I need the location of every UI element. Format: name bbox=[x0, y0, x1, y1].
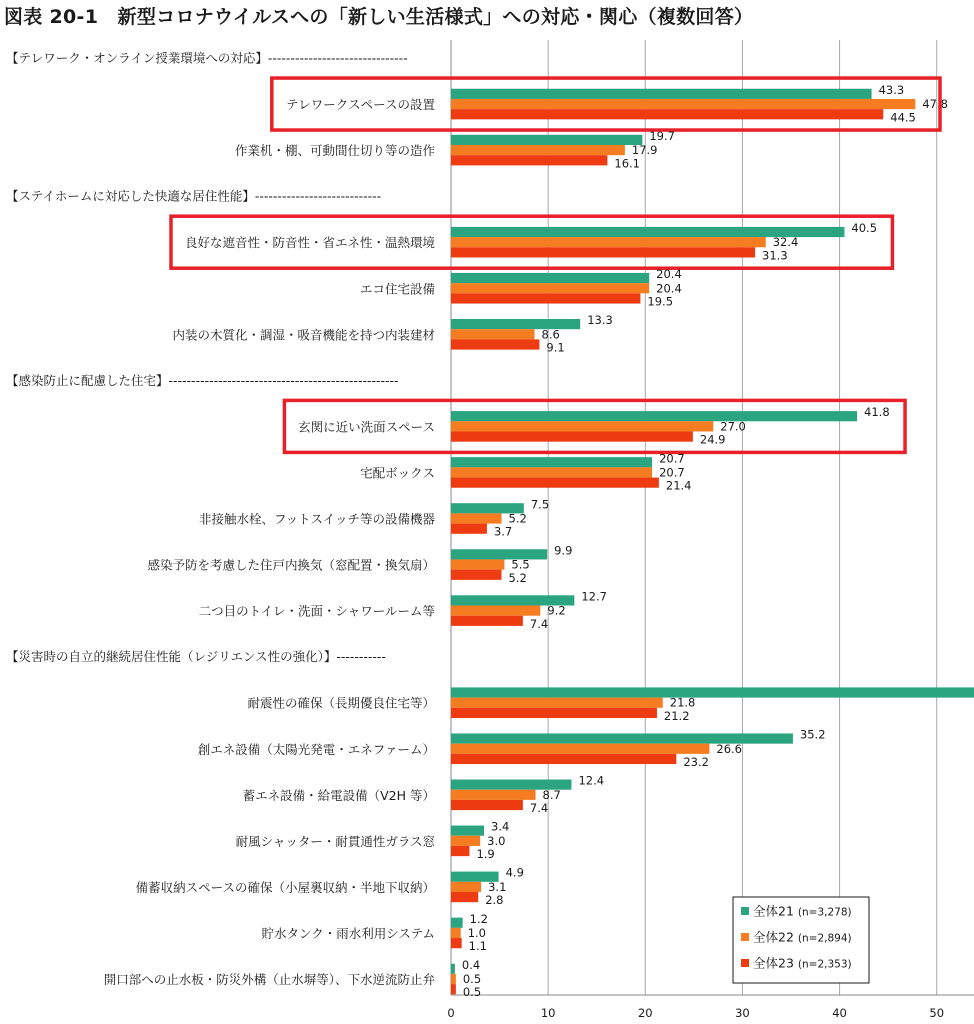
section-label: 【ステイホームに対応した快適な居住性能】---------------------------- bbox=[6, 188, 382, 204]
bar bbox=[451, 293, 640, 303]
bar bbox=[451, 145, 625, 155]
x-tick-label: 10 bbox=[540, 1006, 556, 1020]
x-tick-label: 0 bbox=[447, 1006, 455, 1020]
bar bbox=[451, 478, 659, 488]
data-label: 17.9 bbox=[631, 143, 658, 158]
bar bbox=[451, 467, 652, 477]
bar bbox=[451, 155, 607, 165]
data-label: 12.7 bbox=[581, 589, 607, 604]
category-label: 備蓄収納スペースの確保（小屋裏収納・半地下収納） bbox=[135, 879, 435, 895]
data-label: 1.1 bbox=[468, 939, 487, 954]
data-label: 21.4 bbox=[665, 478, 692, 493]
category-label: 非接触水栓、フットスイッチ等の設備機器 bbox=[198, 511, 435, 527]
legend-entry: 全体21 (n=3,278) bbox=[753, 903, 852, 919]
bar bbox=[451, 339, 539, 349]
bar bbox=[451, 513, 502, 523]
data-label: 4.9 bbox=[505, 865, 524, 880]
data-label: 1.0 bbox=[467, 925, 487, 940]
data-label: 20.7 bbox=[659, 451, 685, 466]
legend-entry: 全体22 (n=2,894) bbox=[753, 929, 852, 945]
bar bbox=[451, 273, 649, 283]
data-label: 1.2 bbox=[469, 911, 488, 926]
data-label: 43.3 bbox=[878, 82, 905, 97]
data-label: 40.5 bbox=[851, 221, 878, 235]
data-label: 35.2 bbox=[799, 727, 826, 742]
bar bbox=[451, 570, 502, 580]
x-tick-label: 30 bbox=[735, 1006, 750, 1020]
bar bbox=[451, 109, 883, 119]
data-label: 2.8 bbox=[485, 893, 504, 908]
data-label: 9.2 bbox=[547, 603, 566, 618]
data-label: 3.7 bbox=[493, 524, 513, 539]
data-label: 3.4 bbox=[491, 819, 510, 834]
section-label: 【テレワーク・オンライン授業環境への対応】------------------------------- bbox=[6, 50, 408, 66]
data-label: 8.6 bbox=[541, 327, 560, 342]
bar bbox=[451, 928, 461, 938]
category-label: テレワークスペースの設置 bbox=[285, 97, 435, 113]
bar bbox=[451, 826, 484, 836]
category-label: 創エネ設備（太陽光発電・エネファーム） bbox=[197, 741, 435, 757]
data-label: 7.4 bbox=[529, 801, 549, 815]
data-label: 20.4 bbox=[656, 281, 682, 296]
bar bbox=[451, 457, 652, 467]
bar bbox=[451, 421, 713, 431]
bar bbox=[451, 918, 463, 928]
bar bbox=[451, 411, 857, 421]
bar bbox=[451, 247, 755, 257]
chart-title: 図表 20-1 新型コロナウイルスへの「新しい生活様式」への対応・関心（複数回答） bbox=[4, 6, 754, 28]
bar bbox=[451, 89, 872, 99]
legend-entry: 全体23 (n=2,353) bbox=[753, 955, 852, 971]
x-tick-label: 50 bbox=[929, 1006, 945, 1020]
data-label: 0.5 bbox=[462, 985, 482, 1000]
data-label: 0.4 bbox=[461, 957, 481, 972]
data-label: 21.8 bbox=[669, 695, 696, 710]
data-label: 31.3 bbox=[762, 248, 788, 263]
data-label: 3.0 bbox=[487, 833, 506, 848]
bar bbox=[451, 708, 657, 718]
data-label: 20.4 bbox=[656, 267, 682, 282]
data-label: 5.2 bbox=[508, 511, 527, 526]
bar bbox=[451, 846, 469, 856]
data-label: 21.2 bbox=[663, 708, 690, 723]
category-label: 耐風シャッター・耐貫通性ガラス窓 bbox=[235, 833, 435, 849]
bar bbox=[451, 135, 642, 145]
category-label: 貯水タンク・雨水利用システム bbox=[261, 925, 435, 941]
data-label: 23.2 bbox=[683, 754, 709, 769]
bar bbox=[451, 319, 580, 329]
bar bbox=[451, 964, 455, 974]
bar bbox=[451, 329, 535, 339]
data-label: 32.4 bbox=[772, 235, 799, 250]
data-label: 7.5 bbox=[530, 497, 550, 512]
data-label: 26.6 bbox=[716, 741, 743, 756]
category-label: 良好な遮音性・防音性・省エネ性・温熱環境 bbox=[184, 235, 435, 251]
data-label: 0.5 bbox=[462, 972, 482, 986]
bar bbox=[451, 938, 462, 948]
bar bbox=[451, 687, 974, 697]
data-label: 1.9 bbox=[476, 847, 495, 862]
data-label: 41.8 bbox=[864, 405, 890, 420]
data-label: 5.2 bbox=[508, 570, 527, 585]
data-label: 20.7 bbox=[659, 465, 685, 480]
data-label: 24.9 bbox=[699, 432, 726, 447]
data-label: 44.5 bbox=[890, 110, 916, 125]
legend-swatch bbox=[741, 933, 749, 941]
category-label: 耐震性の確保（長期優良住宅等） bbox=[247, 695, 435, 711]
bar bbox=[451, 283, 649, 293]
category-label: 作業机・棚、可動間仕切り等の造作 bbox=[234, 143, 435, 159]
legend-swatch bbox=[741, 907, 749, 915]
bar bbox=[451, 549, 547, 559]
data-label: 19.5 bbox=[647, 294, 674, 309]
bar bbox=[451, 800, 523, 810]
category-label: 開口部への止水板・防災外構（止水塀等）、下水逆流防止弁 bbox=[103, 972, 435, 987]
data-label: 47.8 bbox=[922, 97, 948, 112]
category-label: エコ住宅設備 bbox=[359, 281, 435, 297]
category-label: 蓄エネ設備・給電設備（V2H 等） bbox=[242, 787, 435, 803]
data-label: 7.4 bbox=[529, 616, 549, 631]
bar bbox=[451, 432, 693, 442]
bar bbox=[451, 790, 536, 800]
bar bbox=[451, 559, 504, 569]
category-label: 宅配ボックス bbox=[360, 465, 435, 481]
section-label: 【災害時の自立的継続居住性能（レジリエンス性の強化）】----------- bbox=[6, 649, 386, 665]
data-label: 27.0 bbox=[720, 419, 746, 434]
data-label: 3.1 bbox=[488, 879, 507, 894]
category-label: 内装の木質化・調湿・吸音機能を持つ内装建材 bbox=[172, 327, 435, 343]
x-tick-label: 40 bbox=[832, 1006, 847, 1020]
legend-swatch bbox=[741, 959, 749, 967]
bar bbox=[451, 99, 915, 109]
bar bbox=[451, 698, 663, 708]
bar bbox=[451, 882, 481, 892]
bar bbox=[451, 237, 766, 247]
bar bbox=[451, 974, 456, 984]
category-label: 二つ目のトイレ・洗面・シャワールーム等 bbox=[198, 603, 435, 619]
section-label: 【感染防止に配慮した住宅】--------------------------------------------------- bbox=[6, 372, 399, 388]
bar bbox=[451, 606, 540, 616]
bar bbox=[451, 984, 456, 994]
data-label: 13.3 bbox=[587, 313, 613, 328]
data-label: 19.7 bbox=[649, 128, 675, 143]
data-label: 8.7 bbox=[542, 787, 561, 802]
data-label: 16.1 bbox=[614, 156, 641, 171]
category-label: 玄関に近い洗面スペース bbox=[298, 419, 435, 435]
x-tick-label: 20 bbox=[637, 1006, 653, 1020]
bar bbox=[451, 744, 709, 754]
data-label: 5.5 bbox=[511, 557, 530, 572]
category-label: 感染予防を考慮した住戸内換気（窓配置・換気扇） bbox=[147, 557, 435, 573]
bar bbox=[451, 616, 523, 626]
bar bbox=[451, 892, 478, 902]
data-label: 9.9 bbox=[554, 543, 573, 558]
data-label: 12.4 bbox=[578, 773, 605, 788]
data-label: 9.1 bbox=[546, 340, 565, 355]
bar bbox=[451, 836, 480, 846]
bar bbox=[451, 524, 487, 534]
bar bbox=[451, 754, 676, 764]
